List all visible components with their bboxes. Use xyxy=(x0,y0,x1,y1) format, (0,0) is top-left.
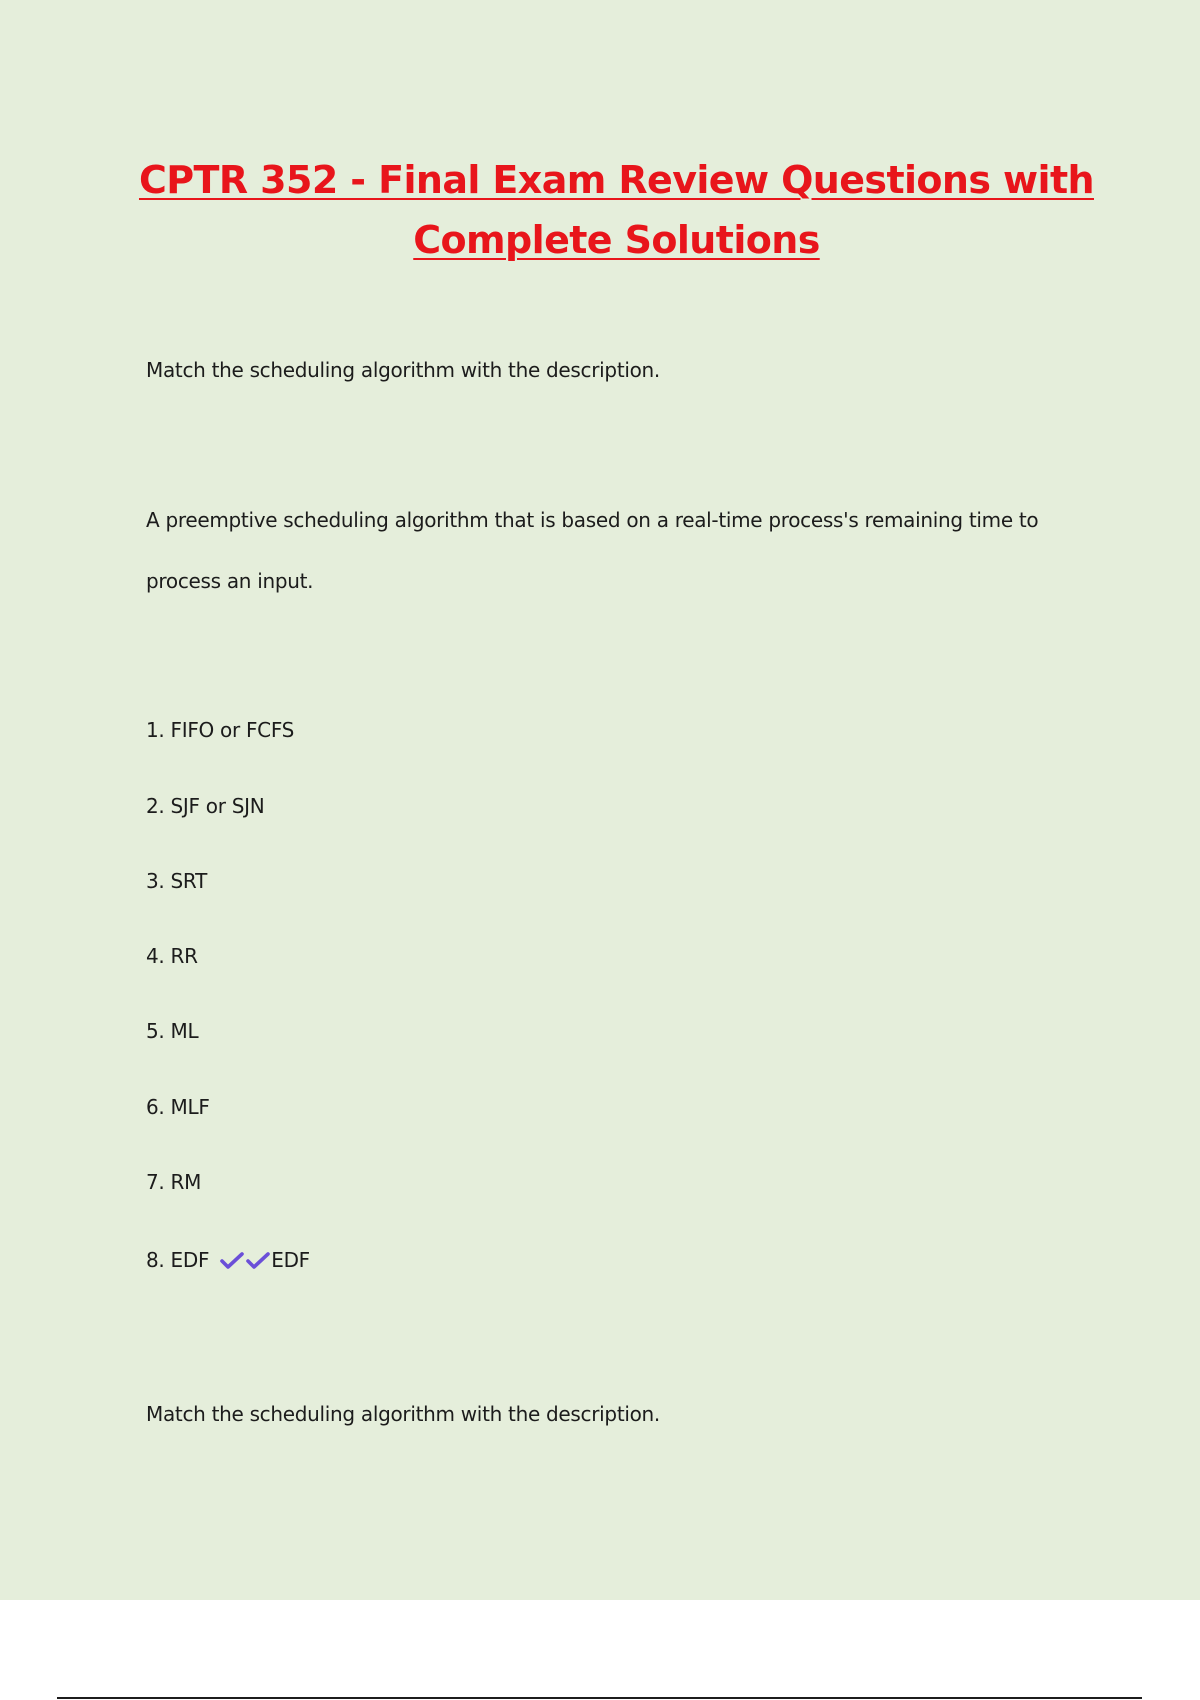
option-5: 5. ML xyxy=(146,1019,199,1043)
option-6: 6. MLF xyxy=(146,1095,210,1119)
title-line-1: CPTR 352 - Final Exam Review Questions with xyxy=(138,158,1094,202)
title-line-2: Complete Solutions xyxy=(413,218,820,262)
answer-label: EDF xyxy=(271,1248,310,1272)
checkmark-icon xyxy=(245,1250,271,1270)
option-2: 2. SJF or SJN xyxy=(146,794,265,818)
question-intro: Match the scheduling algorithm with the description. xyxy=(146,358,660,382)
question-text-line-2: process an input. xyxy=(146,569,314,593)
checkmark-icon xyxy=(219,1250,245,1270)
document-title xyxy=(120,150,1113,270)
option-7: 7. RM xyxy=(146,1170,202,1194)
question-text-line-1: A preemptive scheduling algorithm that is based on a real-time process's remaining time to xyxy=(146,508,1039,532)
option-4: 4. RR xyxy=(146,944,198,968)
next-question-intro: Match the scheduling algorithm with the description. xyxy=(146,1402,660,1426)
footer-divider xyxy=(57,1697,1142,1699)
option-8-answer-line xyxy=(146,1247,310,1273)
option-8: 8. EDF xyxy=(146,1248,210,1272)
option-3: 3. SRT xyxy=(146,869,207,893)
option-1: 1. FIFO or FCFS xyxy=(146,718,295,742)
